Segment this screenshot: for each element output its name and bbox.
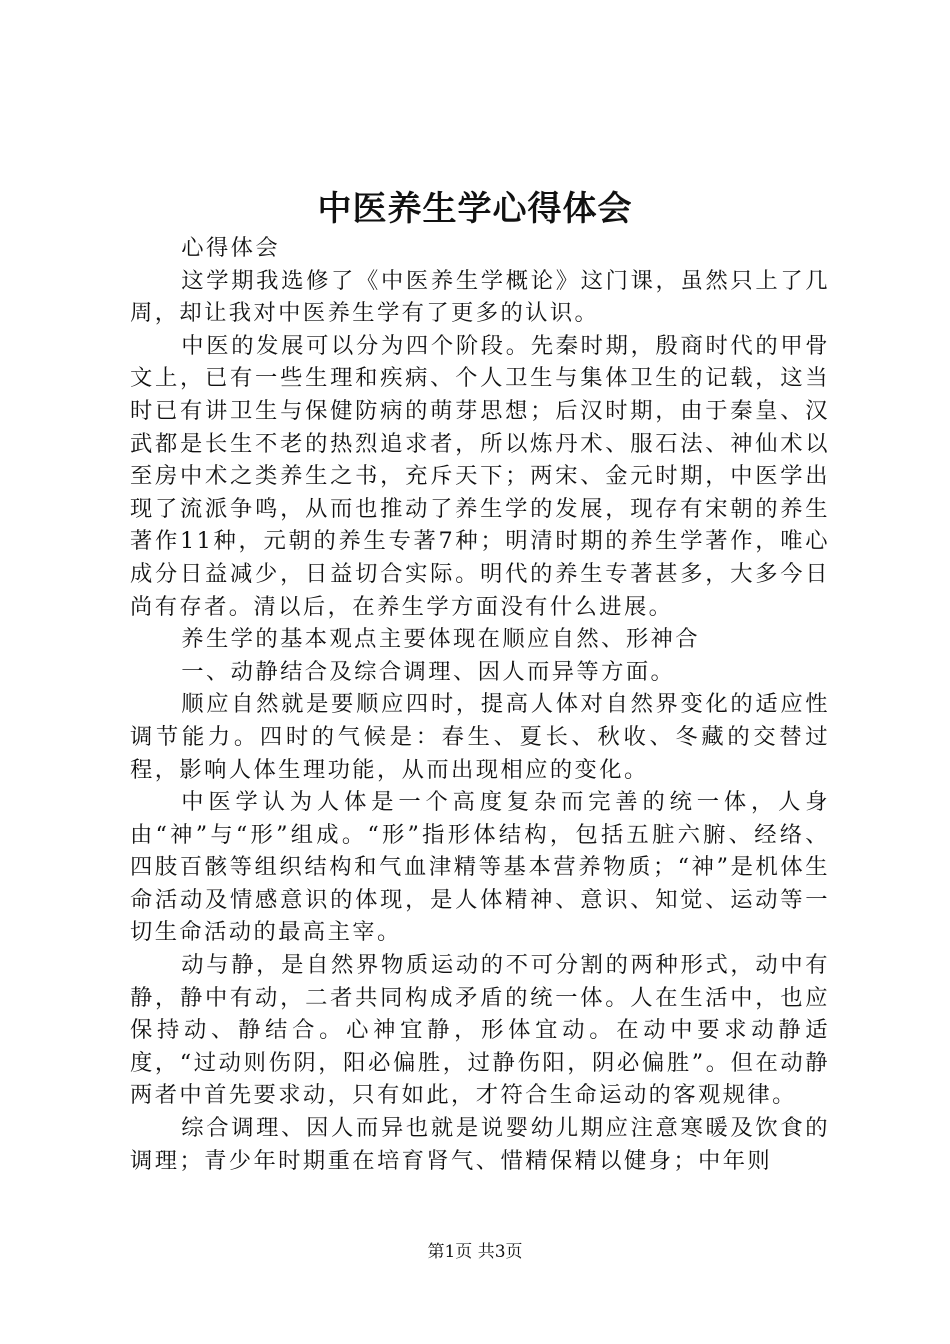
paragraph: 顺应自然就是要顺应四时，提高人体对自然界变化的适应性调节能力。四时的气候是：春生、夏长、秋收、冬藏的交替过程，影响人体生理功能，从而出现相应的变化。 [130, 691, 830, 783]
paragraph: 中医学认为人体是一个高度复杂而完善的统一体，人身由“神”与“形”组成。“形”指形体结构，包括五脏六腑、经络、四肢百骸等组织结构和气血津精等基本营养物质；“神”是机体生命活动及情感意识的体现，是人体精神、意识、知觉、运动等一切生命活动的最高主宰。 [130, 789, 830, 946]
paragraph: 心得体会 [181, 235, 281, 261]
paragraph: 这学期我选修了《中医养生学概论》这门课，虽然只上了几周，却让我对中医养生学有了更多的认识。 [130, 267, 830, 327]
document-title: 中医养生学心得体会 [317, 189, 633, 229]
paragraph: 养生学的基本观点主要体现在顺应自然、形神合 [181, 626, 700, 653]
paragraph: 中医的发展可以分为四个阶段。先秦时期，殷商时代的甲骨文上，已有一些生理和疾病、个人卫生与集体卫生的记载，这当时已有讲卫生与保健防病的萌芽思想；后汉时期，由于秦皇、汉武都是长生不老的热烈追求者，所以炼丹术、服石法、神仙术以至房中术之类养生之书，充斥天下；两宋、金元时期，中医学出现了流派争鸣，从而也推动了养生学的发展，现存有宋朝的养生著作11种，元朝的养生专著7种；明清时期的养生学著作，唯心成分日益减少，日益切合实际。明代的养生专著甚多，大多今日尚有存者。清以后，在养生学方面没有什么进展。 [130, 332, 830, 620]
paragraph: 动与静，是自然界物质运动的不可分割的两种形式，动中有静，静中有动，二者共同构成矛盾的统一体。人在生活中，也应保持动、静结合。心神宜静，形体宜动。在动中要求动静适度，“过动则伤阴，阳必偏胜，过静伤阳，阴必偏胜”。但在动静两者中首先要求动，只有如此，才符合生命运动的客观规律。 [130, 952, 830, 1109]
page-number-footer: 第1页 共3页 [427, 1242, 523, 1262]
paragraph: 综合调理、因人而异也就是说婴幼儿期应注意寒暖及饮食的调理；青少年时期重在培育肾气、惜精保精以健身；中年则 [130, 1115, 830, 1174]
document-body [130, 232, 830, 1177]
paragraph: 一、动静结合及综合调理、因人而异等方面。 [181, 658, 676, 685]
